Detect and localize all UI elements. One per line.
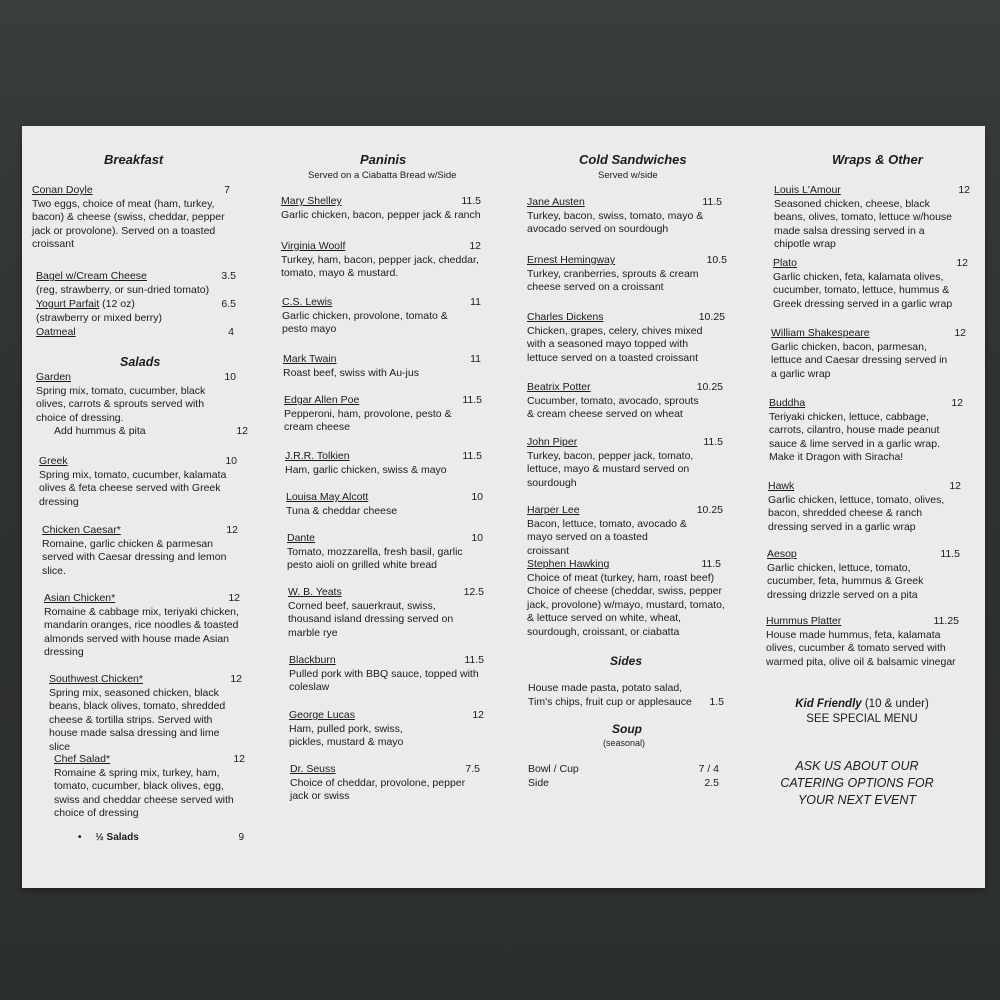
item-name: Harper Lee: [527, 504, 580, 516]
menu-item: [527, 504, 723, 558]
item-name: Louis L'Amour: [774, 184, 841, 196]
item-price: 11.5: [940, 548, 960, 560]
menu-item: [527, 254, 727, 295]
menu-item: [281, 195, 481, 222]
item-name: Stephen Hawking: [527, 558, 610, 570]
item-price: 12.5: [463, 586, 484, 598]
item-name: J.R.R. Tolkien: [285, 450, 350, 462]
item-price: 12: [469, 240, 481, 252]
item-name: Chicken Caesar*: [42, 524, 121, 536]
menu-item: [32, 184, 230, 252]
item-description: Garlic chicken, lettuce, tomato, olives, bacon, shredded cheese & ranch dressing served in a garlic wrap: [768, 493, 945, 533]
paninis-subtitle: Served on a Ciabatta Bread w/Side: [308, 170, 457, 181]
item-description: Romaine & spring mix, turkey, ham, tomato, cucumber, black olives, egg, swiss and cheddar cheese served with choice of dressing: [54, 766, 234, 820]
menu-item: [766, 615, 959, 669]
menu-item: [288, 586, 484, 640]
item-name: Buddha: [769, 397, 806, 409]
menu-item: [527, 558, 725, 640]
cold-subtitle: Served w/side: [598, 170, 658, 181]
item-name: Southwest Chicken*: [49, 673, 143, 685]
salads-title: Salads: [120, 355, 161, 369]
kid-friendly-age: (10 & under): [861, 698, 929, 710]
soup-price: 2.5: [704, 776, 719, 789]
menu-item: [286, 491, 483, 518]
item-name: Plato: [773, 257, 797, 269]
soup-price: 7 / 4: [698, 763, 719, 775]
item-name: Charles Dickens: [527, 311, 604, 323]
menu-item: [36, 298, 236, 325]
item-name: Virginia Woolf: [281, 240, 346, 252]
item-name: Ernest Hemingway: [527, 254, 616, 266]
item-name: Asian Chicken*: [44, 592, 116, 604]
item-price: 10: [471, 532, 483, 544]
item-price: 6.5: [221, 298, 236, 310]
item-price: 11.5: [702, 196, 722, 208]
bullet-icon: •: [78, 832, 96, 843]
item-price: 12: [233, 753, 245, 765]
menu-item: [283, 353, 481, 380]
item-name: Oatmeal: [36, 326, 76, 338]
item-description: (reg, strawberry, or sun-dried tomato): [36, 283, 210, 296]
addon-price: 12: [236, 425, 248, 438]
menu-item: [36, 371, 248, 439]
paninis-title: Paninis: [360, 152, 407, 167]
menu-item: [54, 753, 245, 821]
menu-item: [774, 184, 970, 252]
item-price: 12: [958, 184, 970, 196]
menu-item: [36, 270, 236, 297]
menu-item: [527, 311, 725, 365]
item-description: Tomato, mozzarella, fresh basil, garlic pesto aioli on grilled white bread: [287, 545, 463, 572]
item-description: Tuna & cheddar cheese: [286, 504, 398, 517]
item-price: 11: [470, 296, 481, 308]
item-description: Turkey, ham, bacon, pepper jack, cheddar, tomato, mayo & mustard.: [281, 253, 479, 280]
menu-item: [282, 296, 481, 337]
item-description: Choice of meat (turkey, ham, roast beef) Choice of cheese (cheddar, swiss, pepper jack, provolone) w/mayo, mustard, tomato, & lettuce served on white, wheat, sourdough, croissant, or ciabatta: [527, 571, 725, 638]
item-price: 10.25: [696, 381, 723, 393]
item-price: 11: [470, 353, 481, 365]
soup-subtitle: (seasonal): [603, 738, 646, 748]
item-price: 12: [226, 524, 238, 536]
menu-item: [281, 240, 481, 281]
kid-friendly-note: [767, 697, 957, 727]
menu-item: [39, 455, 237, 509]
item-description: Corned beef, sauerkraut, swiss, thousand island dressing served on marble rye: [288, 599, 454, 639]
soup-row: [528, 777, 719, 791]
menu-item: [284, 394, 482, 435]
half-salads-row: [78, 832, 244, 843]
item-price: 12: [956, 257, 968, 269]
item-name: Blackburn: [289, 654, 336, 666]
menu-item: [773, 257, 968, 311]
item-price: 7: [224, 184, 230, 196]
item-name: Beatrix Potter: [527, 381, 591, 393]
item-price: 11.5: [703, 436, 723, 448]
cold-title: Cold Sandwiches: [579, 152, 687, 167]
menu-item: [768, 480, 961, 534]
item-price: 12: [472, 709, 484, 721]
item-price: 12: [228, 592, 240, 604]
menu-sheet: [22, 126, 985, 888]
item-name: Greek: [39, 455, 68, 467]
half-salads-price: 9: [238, 832, 244, 843]
item-price: 4: [228, 326, 234, 338]
menu-item: [44, 592, 240, 660]
menu-item: [527, 436, 723, 490]
item-description: Roast beef, swiss with Au-jus: [283, 366, 419, 379]
item-price: 10: [224, 371, 236, 383]
item-description: Spring mix, tomato, cucumber, black olives, carrots & sprouts served with choice of dressing.: [36, 384, 206, 424]
item-price: 11.5: [462, 450, 482, 462]
item-description: Ham, garlic chicken, swiss & mayo: [285, 463, 447, 476]
item-name: Jane Austen: [527, 196, 585, 208]
item-description: Romaine, garlic chicken & parmesan served with Caesar dressing and lemon slice.: [42, 537, 227, 577]
item-price: 7.5: [465, 763, 480, 775]
menu-item: [285, 450, 482, 477]
item-description: Turkey, bacon, pepper jack, tomato, lettuce, mayo & mustard served on sourdough: [527, 449, 694, 489]
item-price: 10.25: [696, 504, 723, 516]
catering-note: ASK US ABOUT OUR CATERING OPTIONS FOR YOUR NEXT EVENT: [780, 759, 934, 807]
item-name: Dante: [287, 532, 316, 544]
wraps-title: Wraps & Other: [832, 152, 923, 167]
sides-title: Sides: [610, 654, 643, 668]
item-description: Chicken, grapes, celery, chives mixed with a seasoned mayo topped with lettuce served on a toasted croissant: [527, 324, 703, 364]
menu-item: [769, 397, 963, 465]
item-name: Chef Salad*: [54, 753, 111, 765]
item-description: Turkey, bacon, swiss, tomato, mayo & avocado served on sourdough: [527, 209, 704, 236]
menu-item: [527, 381, 723, 422]
item-price: 11.5: [462, 394, 482, 406]
item-name: Mark Twain: [283, 353, 337, 365]
kid-friendly-title: Kid Friendly: [795, 698, 862, 710]
item-price: 11.5: [701, 558, 721, 570]
item-price: 12: [951, 397, 963, 409]
item-name: Dr. Seuss: [290, 763, 336, 775]
menu-item: [289, 709, 484, 750]
half-salads-label: ½ Salads: [95, 832, 139, 843]
item-name: C.S. Lewis: [282, 296, 333, 308]
soup-title: Soup: [612, 722, 642, 736]
item-name: Hawk: [768, 480, 795, 492]
item-price: 11.5: [461, 195, 481, 207]
menu-item: [527, 196, 722, 237]
item-name: Edgar Allen Poe: [284, 394, 360, 406]
item-description: Teriyaki chicken, lettuce, cabbage, carrots, cilantro, house made peanut sauce & lime served in a garlic wrap. Make it Dragon with Siracha!: [769, 410, 940, 464]
item-price: 11.25: [933, 615, 959, 627]
item-name: Hummus Platter: [766, 615, 842, 627]
item-description: Spring mix, seasoned chicken, black beans, black olives, tomato, shredded cheese & tortilla strips. Served with house made salsa dressing and lime slice: [49, 686, 226, 753]
item-name: Aesop: [767, 548, 797, 560]
item-price: 11.5: [464, 654, 484, 666]
item-description: Cucumber, tomato, avocado, sprouts & cream cheese served on wheat: [527, 394, 699, 421]
sides-description: House made pasta, potato salad, Tim's chips, fruit cup or applesauce: [528, 682, 692, 708]
item-price: 10: [471, 491, 483, 503]
sides-price: 1.5: [709, 695, 724, 708]
item-name: Conan Doyle: [32, 184, 93, 196]
item-description: Garlic chicken, lettuce, tomato, cucumber, feta, hummus & Greek dressing drizzle served on a pita: [767, 561, 924, 601]
item-description: Choice of cheddar, provolone, pepper jack or swiss: [290, 776, 466, 803]
soup-rows: [528, 763, 719, 790]
item-description: Bacon, lettuce, tomato, avocado & mayo served on a toasted croissant: [527, 517, 687, 557]
addon-label: Add hummus & pita: [54, 425, 146, 438]
item-price: 10: [225, 455, 237, 467]
item-name: Louisa May Alcott: [286, 491, 369, 503]
item-name: Yogurt Parfait: [36, 298, 100, 310]
item-price: 12: [230, 673, 242, 685]
item-description: Ham, pulled pork, swiss, pickles, mustard & mayo: [289, 722, 404, 749]
menu-item: [287, 532, 483, 573]
sides-row: [528, 682, 724, 709]
item-price: 12: [949, 480, 961, 492]
item-name: John Piper: [527, 436, 578, 448]
item-name: Bagel w/Cream Cheese: [36, 270, 147, 282]
item-description: (strawberry or mixed berry): [36, 311, 163, 324]
item-description: Pepperoni, ham, provolone, pesto & cream cheese: [284, 407, 452, 434]
menu-item: [36, 326, 234, 340]
item-description: Two eggs, choice of meat (ham, turkey, bacon) & cheese (swiss, cheddar, pepper jack or provolone). Served on a toasted croissant: [32, 197, 225, 251]
item-description: Romaine & cabbage mix, teriyaki chicken, mandarin oranges, rice noodles & toasted almonds served with house made Asian dressing: [44, 605, 239, 659]
item-name-extra: (12 oz): [99, 298, 135, 310]
item-description: Garlic chicken, feta, kalamata olives, cucumber, tomato, lettuce, hummus & Greek dressing served in a garlic wrap: [773, 270, 953, 310]
item-description: Spring mix, tomato, cucumber, kalamata olives & feta cheese served with Greek dressing: [39, 468, 227, 508]
item-price: 10.25: [698, 311, 725, 323]
menu-item: [290, 763, 480, 804]
soup-label: Side: [528, 776, 550, 789]
menu-item: [771, 327, 966, 381]
item-description: Garlic chicken, bacon, parmesan, lettuce and Caesar dressing served in a garlic wrap: [771, 340, 948, 380]
item-name: George Lucas: [289, 709, 355, 721]
menu-item: [49, 673, 242, 755]
menu-item: [42, 524, 238, 578]
item-price: 12: [954, 327, 966, 339]
item-description: House made hummus, feta, kalamata olives, cucumber & tomato served with warmed pita, olive oil & balsamic vinegar: [766, 628, 956, 668]
breakfast-title: Breakfast: [104, 152, 164, 167]
menu-item: [289, 654, 484, 695]
item-description: Garlic chicken, bacon, pepper jack & ranch: [281, 208, 481, 221]
kid-friendly-menu-note: SEE SPECIAL MENU: [806, 713, 918, 725]
item-description: Turkey, cranberries, sprouts & cream cheese served on a croissant: [527, 267, 699, 294]
item-name: W. B. Yeats: [288, 586, 342, 598]
soup-label: Bowl / Cup: [528, 763, 579, 775]
item-description: Pulled pork with BBQ sauce, topped with coleslaw: [289, 667, 479, 694]
item-description: Seasoned chicken, cheese, black beans, olives, tomato, lettuce w/house made salsa dressing served in a chipotle wrap: [774, 197, 953, 251]
item-description: Garlic chicken, provolone, tomato & pesto mayo: [282, 309, 448, 336]
item-price: 10.5: [706, 254, 727, 266]
soup-row: [528, 763, 719, 777]
item-name: Mary Shelley: [281, 195, 342, 207]
item-price: 3.5: [221, 270, 236, 282]
item-name: Garden: [36, 371, 72, 383]
menu-item: [767, 548, 960, 602]
item-name: William Shakespeare: [771, 327, 870, 339]
